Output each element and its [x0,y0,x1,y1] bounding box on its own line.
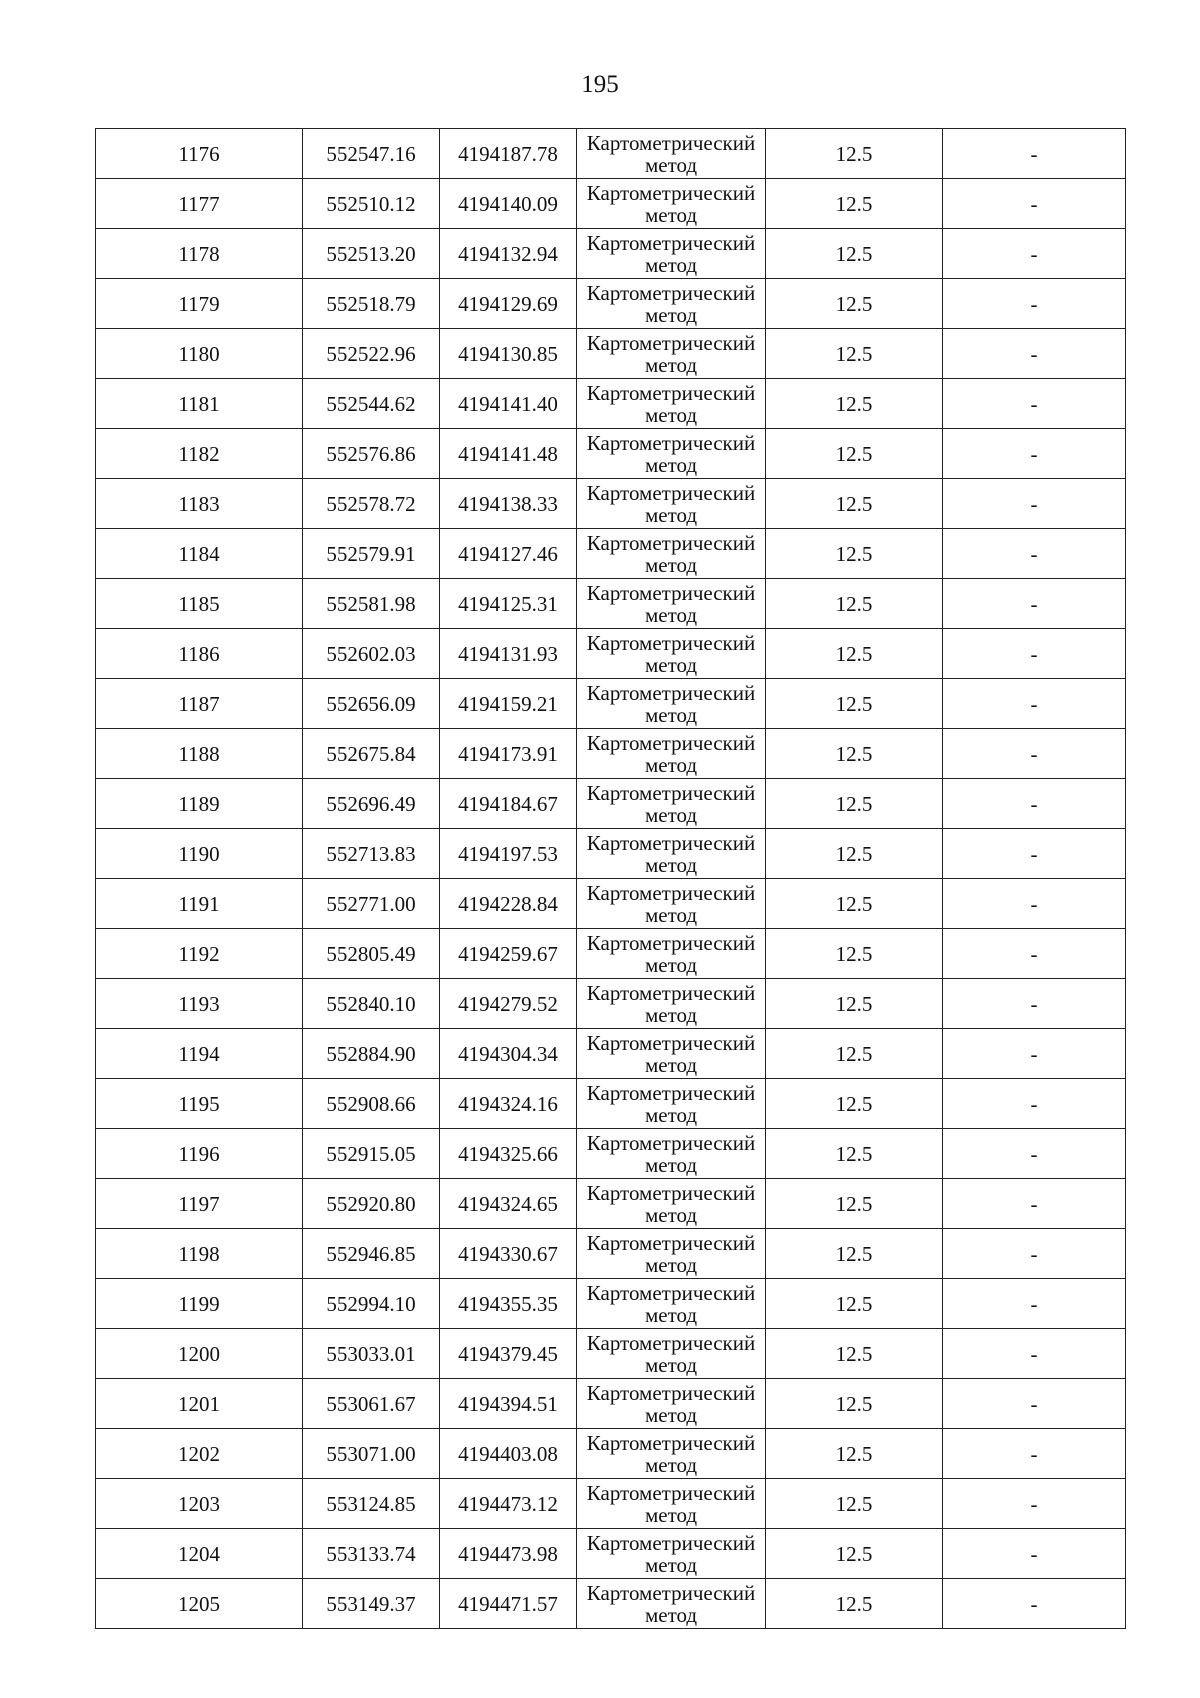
method-line-2: метод [644,1252,698,1277]
point-number-cell: 1192 [96,929,303,979]
point-number-cell: 1196 [96,1129,303,1179]
point-number-cell: 1183 [96,479,303,529]
method-line-2: метод [644,952,698,977]
method-line-1: Картометрический [586,1180,756,1205]
method-line-1: Картометрический [586,1430,756,1455]
point-number-cell: 1204 [96,1529,303,1579]
method-cell [577,929,766,979]
x-coordinate-cell: 552696.49 [303,779,440,829]
x-coordinate-cell: 552805.49 [303,929,440,979]
method-cell [577,629,766,679]
method-line-2: метод [644,202,698,227]
accuracy-cell: 12.5 [766,379,943,429]
method-line-1: Картометрический [586,1030,756,1055]
accuracy-cell: 12.5 [766,329,943,379]
method-cell [577,1279,766,1329]
method-line-2: метод [644,1602,698,1627]
method-line-2: метод [644,802,698,827]
coordinates-table-body [96,129,1126,1629]
x-coordinate-cell: 552994.10 [303,1279,440,1329]
accuracy-cell: 12.5 [766,879,943,929]
method-line-1: Картометрический [586,730,756,755]
method-cell [577,129,766,179]
method-line-1: Картометрический [586,380,756,405]
method-line-1: Картометрический [586,1080,756,1105]
y-coordinate-cell: 4194138.33 [440,479,577,529]
point-number-cell: 1187 [96,679,303,729]
method-cell [577,729,766,779]
y-coordinate-cell: 4194140.09 [440,179,577,229]
x-coordinate-cell: 553149.37 [303,1579,440,1629]
note-cell: - [943,829,1126,879]
y-coordinate-cell: 4194379.45 [440,1329,577,1379]
point-number-cell: 1177 [96,179,303,229]
accuracy-cell: 12.5 [766,529,943,579]
table-row [96,629,1126,679]
accuracy-cell: 12.5 [766,1029,943,1079]
x-coordinate-cell: 552946.85 [303,1229,440,1279]
y-coordinate-cell: 4194330.67 [440,1229,577,1279]
method-line-2: метод [644,302,698,327]
table-row [96,1529,1126,1579]
x-coordinate-cell: 553071.00 [303,1429,440,1479]
table-row [96,929,1126,979]
x-coordinate-cell: 552579.91 [303,529,440,579]
accuracy-cell: 12.5 [766,479,943,529]
method-line-1: Картометрический [586,480,756,505]
note-cell: - [943,1329,1126,1379]
x-coordinate-cell: 552884.90 [303,1029,440,1079]
y-coordinate-cell: 4194279.52 [440,979,577,1029]
table-row [96,379,1126,429]
method-line-1: Картометрический [586,930,756,955]
note-cell: - [943,629,1126,679]
method-line-2: метод [644,1102,698,1127]
point-number-cell: 1191 [96,879,303,929]
method-cell [577,179,766,229]
accuracy-cell: 12.5 [766,829,943,879]
method-line-2: метод [644,152,698,177]
accuracy-cell: 12.5 [766,1279,943,1329]
method-cell [577,1129,766,1179]
method-line-1: Картометрический [586,680,756,705]
method-line-2: метод [644,452,698,477]
accuracy-cell: 12.5 [766,729,943,779]
note-cell: - [943,129,1126,179]
method-cell [577,329,766,379]
accuracy-cell: 12.5 [766,1429,943,1479]
accuracy-cell: 12.5 [766,279,943,329]
x-coordinate-cell: 552908.66 [303,1079,440,1129]
table-row [96,579,1126,629]
x-coordinate-cell: 552522.96 [303,329,440,379]
x-coordinate-cell: 553033.01 [303,1329,440,1379]
point-number-cell: 1197 [96,1179,303,1229]
method-line-2: метод [644,1452,698,1477]
note-cell: - [943,329,1126,379]
method-line-1: Картометрический [586,280,756,305]
x-coordinate-cell: 552656.09 [303,679,440,729]
point-number-cell: 1199 [96,1279,303,1329]
accuracy-cell: 12.5 [766,1129,943,1179]
x-coordinate-cell: 552713.83 [303,829,440,879]
x-coordinate-cell: 553061.67 [303,1379,440,1429]
point-number-cell: 1198 [96,1229,303,1279]
x-coordinate-cell: 552675.84 [303,729,440,779]
method-line-1: Картометрический [586,430,756,455]
accuracy-cell: 12.5 [766,429,943,479]
method-line-1: Картометрический [586,230,756,255]
table-row [96,1029,1126,1079]
method-line-1: Картометрический [586,1530,756,1555]
note-cell: - [943,429,1126,479]
method-cell [577,379,766,429]
y-coordinate-cell: 4194141.40 [440,379,577,429]
y-coordinate-cell: 4194127.46 [440,529,577,579]
point-number-cell: 1182 [96,429,303,479]
point-number-cell: 1202 [96,1429,303,1479]
table-row [96,329,1126,379]
method-cell [577,829,766,879]
table-row [96,1479,1126,1529]
y-coordinate-cell: 4194394.51 [440,1379,577,1429]
y-coordinate-cell: 4194473.12 [440,1479,577,1529]
y-coordinate-cell: 4194197.53 [440,829,577,879]
method-cell [577,429,766,479]
method-line-2: метод [644,652,698,677]
method-cell [577,879,766,929]
method-line-1: Картометрический [586,830,756,855]
coordinates-table [95,128,1126,1629]
accuracy-cell: 12.5 [766,1079,943,1129]
method-line-1: Картометрический [586,1380,756,1405]
table-row [96,1329,1126,1379]
method-line-2: метод [644,402,698,427]
table-row [96,679,1126,729]
accuracy-cell: 12.5 [766,179,943,229]
accuracy-cell: 12.5 [766,979,943,1029]
method-line-1: Картометрический [586,780,756,805]
y-coordinate-cell: 4194129.69 [440,279,577,329]
y-coordinate-cell: 4194355.35 [440,1279,577,1329]
accuracy-cell: 12.5 [766,1179,943,1229]
table-row [96,1429,1126,1479]
method-line-1: Картометрический [586,1330,756,1355]
method-line-2: метод [644,602,698,627]
table-row [96,429,1126,479]
method-cell [577,479,766,529]
method-cell [577,579,766,629]
method-cell [577,1179,766,1229]
x-coordinate-cell: 552581.98 [303,579,440,629]
y-coordinate-cell: 4194187.78 [440,129,577,179]
table-row [96,1129,1126,1179]
note-cell: - [943,1479,1126,1529]
table-row [96,279,1126,329]
point-number-cell: 1194 [96,1029,303,1079]
note-cell: - [943,879,1126,929]
note-cell: - [943,1129,1126,1179]
point-number-cell: 1181 [96,379,303,429]
method-line-2: метод [644,1302,698,1327]
method-cell [577,279,766,329]
note-cell: - [943,679,1126,729]
x-coordinate-cell: 552544.62 [303,379,440,429]
table-row [96,729,1126,779]
method-line-2: метод [644,1502,698,1527]
note-cell: - [943,579,1126,629]
note-cell: - [943,779,1126,829]
method-line-2: метод [644,902,698,927]
point-number-cell: 1179 [96,279,303,329]
accuracy-cell: 12.5 [766,1529,943,1579]
x-coordinate-cell: 552602.03 [303,629,440,679]
method-cell [577,1429,766,1479]
point-number-cell: 1195 [96,1079,303,1129]
method-line-1: Картометрический [586,1230,756,1255]
method-line-2: метод [644,1052,698,1077]
y-coordinate-cell: 4194141.48 [440,429,577,479]
point-number-cell: 1178 [96,229,303,279]
x-coordinate-cell: 552920.80 [303,1179,440,1229]
point-number-cell: 1184 [96,529,303,579]
accuracy-cell: 12.5 [766,1479,943,1529]
note-cell: - [943,1379,1126,1429]
note-cell: - [943,979,1126,1029]
note-cell: - [943,479,1126,529]
method-line-1: Картометрический [586,130,756,155]
method-line-2: метод [644,552,698,577]
table-row [96,129,1126,179]
note-cell: - [943,1029,1126,1079]
method-line-2: метод [644,1402,698,1427]
table-row [96,1579,1126,1629]
method-line-2: метод [644,1352,698,1377]
accuracy-cell: 12.5 [766,1579,943,1629]
y-coordinate-cell: 4194159.21 [440,679,577,729]
method-cell [577,1479,766,1529]
point-number-cell: 1205 [96,1579,303,1629]
page-number: 195 [581,71,619,98]
method-cell [577,229,766,279]
note-cell: - [943,729,1126,779]
note-cell: - [943,1279,1126,1329]
point-number-cell: 1188 [96,729,303,779]
method-line-1: Картометрический [586,1130,756,1155]
method-line-2: метод [644,1202,698,1227]
method-line-2: метод [644,252,698,277]
method-line-2: метод [644,352,698,377]
y-coordinate-cell: 4194184.67 [440,779,577,829]
x-coordinate-cell: 552547.16 [303,129,440,179]
method-cell [577,1079,766,1129]
y-coordinate-cell: 4194173.91 [440,729,577,779]
method-cell [577,679,766,729]
method-cell [577,529,766,579]
method-line-1: Картометрический [586,980,756,1005]
note-cell: - [943,179,1126,229]
accuracy-cell: 12.5 [766,679,943,729]
method-line-1: Картометрический [586,580,756,605]
note-cell: - [943,279,1126,329]
table-row [96,229,1126,279]
table-row [96,829,1126,879]
point-number-cell: 1185 [96,579,303,629]
note-cell: - [943,929,1126,979]
point-number-cell: 1176 [96,129,303,179]
x-coordinate-cell: 552771.00 [303,879,440,929]
point-number-cell: 1201 [96,1379,303,1429]
method-line-2: метод [644,1552,698,1577]
x-coordinate-cell: 552915.05 [303,1129,440,1179]
point-number-cell: 1186 [96,629,303,679]
y-coordinate-cell: 4194130.85 [440,329,577,379]
y-coordinate-cell: 4194131.93 [440,629,577,679]
method-line-1: Картометрический [586,630,756,655]
accuracy-cell: 12.5 [766,129,943,179]
table-row [96,1179,1126,1229]
method-cell [577,1579,766,1629]
note-cell: - [943,1579,1126,1629]
point-number-cell: 1193 [96,979,303,1029]
x-coordinate-cell: 553124.85 [303,1479,440,1529]
point-number-cell: 1190 [96,829,303,879]
point-number-cell: 1200 [96,1329,303,1379]
y-coordinate-cell: 4194403.08 [440,1429,577,1479]
method-line-1: Картометрический [586,880,756,905]
table-row [96,529,1126,579]
table-row [96,179,1126,229]
note-cell: - [943,1429,1126,1479]
x-coordinate-cell: 552518.79 [303,279,440,329]
table-row [96,1079,1126,1129]
method-line-2: метод [644,1002,698,1027]
point-number-cell: 1189 [96,779,303,829]
method-cell [577,979,766,1029]
x-coordinate-cell: 552840.10 [303,979,440,1029]
point-number-cell: 1180 [96,329,303,379]
method-line-2: метод [644,752,698,777]
note-cell: - [943,1529,1126,1579]
y-coordinate-cell: 4194228.84 [440,879,577,929]
accuracy-cell: 12.5 [766,1229,943,1279]
note-cell: - [943,1079,1126,1129]
x-coordinate-cell: 552510.12 [303,179,440,229]
method-line-1: Картометрический [586,330,756,355]
table-row [96,779,1126,829]
method-cell [577,779,766,829]
y-coordinate-cell: 4194132.94 [440,229,577,279]
method-line-2: метод [644,502,698,527]
method-line-2: метод [644,852,698,877]
x-coordinate-cell: 552576.86 [303,429,440,479]
table-row [96,879,1126,929]
table-row [96,1379,1126,1429]
y-coordinate-cell: 4194471.57 [440,1579,577,1629]
table-row [96,479,1126,529]
x-coordinate-cell: 553133.74 [303,1529,440,1579]
method-cell [577,1379,766,1429]
method-line-1: Картометрический [586,530,756,555]
method-cell [577,1529,766,1579]
method-line-1: Картометрический [586,1480,756,1505]
x-coordinate-cell: 552578.72 [303,479,440,529]
method-line-2: метод [644,702,698,727]
accuracy-cell: 12.5 [766,779,943,829]
accuracy-cell: 12.5 [766,229,943,279]
note-cell: - [943,1229,1126,1279]
accuracy-cell: 12.5 [766,929,943,979]
note-cell: - [943,1179,1126,1229]
method-cell [577,1329,766,1379]
note-cell: - [943,529,1126,579]
method-line-1: Картометрический [586,1280,756,1305]
note-cell: - [943,379,1126,429]
y-coordinate-cell: 4194325.66 [440,1129,577,1179]
y-coordinate-cell: 4194125.31 [440,579,577,629]
x-coordinate-cell: 552513.20 [303,229,440,279]
y-coordinate-cell: 4194473.98 [440,1529,577,1579]
method-line-1: Картометрический [586,180,756,205]
accuracy-cell: 12.5 [766,579,943,629]
accuracy-cell: 12.5 [766,1379,943,1429]
accuracy-cell: 12.5 [766,1329,943,1379]
method-line-1: Картометрический [586,1580,756,1605]
table-row [96,1229,1126,1279]
y-coordinate-cell: 4194304.34 [440,1029,577,1079]
table-row [96,979,1126,1029]
method-cell [577,1029,766,1079]
y-coordinate-cell: 4194324.16 [440,1079,577,1129]
table-row [96,1279,1126,1329]
y-coordinate-cell: 4194324.65 [440,1179,577,1229]
accuracy-cell: 12.5 [766,629,943,679]
method-cell [577,1229,766,1279]
method-line-2: метод [644,1152,698,1177]
point-number-cell: 1203 [96,1479,303,1529]
note-cell: - [943,229,1126,279]
y-coordinate-cell: 4194259.67 [440,929,577,979]
